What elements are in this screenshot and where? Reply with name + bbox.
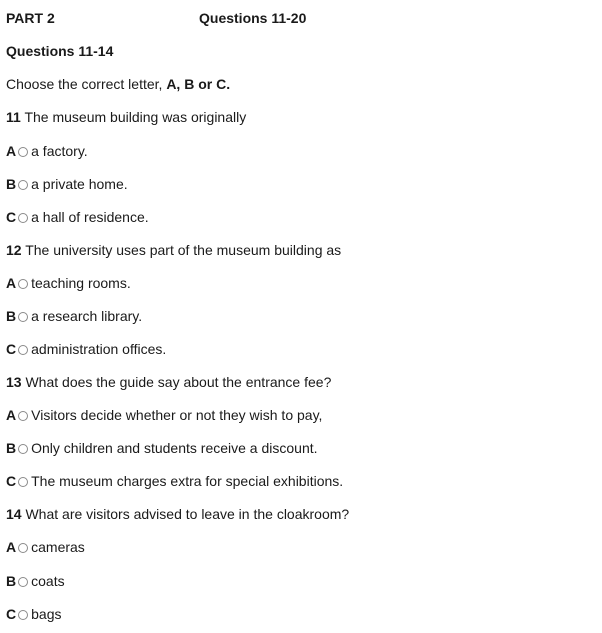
radio-button[interactable] [18,180,28,190]
option-12-b[interactable] [6,307,142,325]
option-14-c[interactable] [6,605,61,623]
question-text: The university uses part of the museum building as [25,242,342,258]
option-text: teaching rooms. [31,275,131,291]
option-13-a[interactable] [6,406,322,424]
option-letter: B [6,573,17,589]
radio-button[interactable] [18,279,28,289]
option-letter: C [6,209,17,225]
option-text: a factory. [31,143,88,159]
option-13-c[interactable] [6,472,343,490]
option-11-b[interactable] [6,175,128,193]
radio-button[interactable] [18,610,28,620]
question-14 [6,505,349,523]
option-text: a research library. [31,308,143,324]
option-letter: C [6,473,17,489]
section-title: Questions 11-14 [6,43,114,59]
option-letter: A [6,275,17,291]
question-text: What are visitors advised to leave in the cloakroom? [25,506,350,522]
instruction-letters: A, B or C. [166,76,231,92]
radio-button[interactable] [18,411,28,421]
option-letter: C [6,341,17,357]
radio-button[interactable] [18,543,28,553]
question-13 [6,373,331,391]
part-label: PART 2 [6,10,55,26]
option-11-c[interactable] [6,208,149,226]
radio-button[interactable] [18,312,28,322]
option-text: a private home. [31,176,128,192]
question-number: 11 [6,109,21,125]
option-letter: C [6,606,17,622]
radio-button[interactable] [18,577,28,587]
option-12-c[interactable] [6,340,166,358]
option-letter: B [6,176,17,192]
question-number: 13 [6,374,22,390]
radio-button[interactable] [18,345,28,355]
instruction-text: Choose the correct letter, [6,76,167,92]
option-text: cameras [31,539,85,555]
option-text: administration offices. [31,341,167,357]
option-text: a hall of residence. [31,209,149,225]
question-text: The museum building was originally [24,109,247,125]
option-13-b[interactable] [6,439,318,457]
option-letter: A [6,407,17,423]
radio-button[interactable] [18,213,28,223]
option-14-a[interactable] [6,538,85,556]
option-text: Visitors decide whether or not they wish to pay, [31,407,323,423]
question-11 [6,108,246,126]
option-letter: B [6,440,17,456]
question-number: 14 [6,506,22,522]
option-letter: B [6,308,17,324]
option-letter: A [6,143,17,159]
radio-button[interactable] [18,477,28,487]
question-text: What does the guide say about the entrance fee? [25,374,332,390]
page-header [6,10,602,28]
option-14-b[interactable] [6,572,65,590]
radio-button[interactable] [18,147,28,157]
radio-button[interactable] [18,444,28,454]
option-letter: A [6,539,17,555]
option-text: The museum charges extra for special exhibitions. [31,473,344,489]
option-text: Only children and students receive a discount. [31,440,318,456]
instruction [6,75,230,93]
option-11-a[interactable] [6,142,88,160]
option-text: bags [31,606,62,622]
option-text: coats [31,573,65,589]
question-number: 12 [6,242,22,258]
questions-range-label: Questions 11-20 [199,10,307,26]
option-12-a[interactable] [6,274,131,292]
question-12 [6,241,341,259]
